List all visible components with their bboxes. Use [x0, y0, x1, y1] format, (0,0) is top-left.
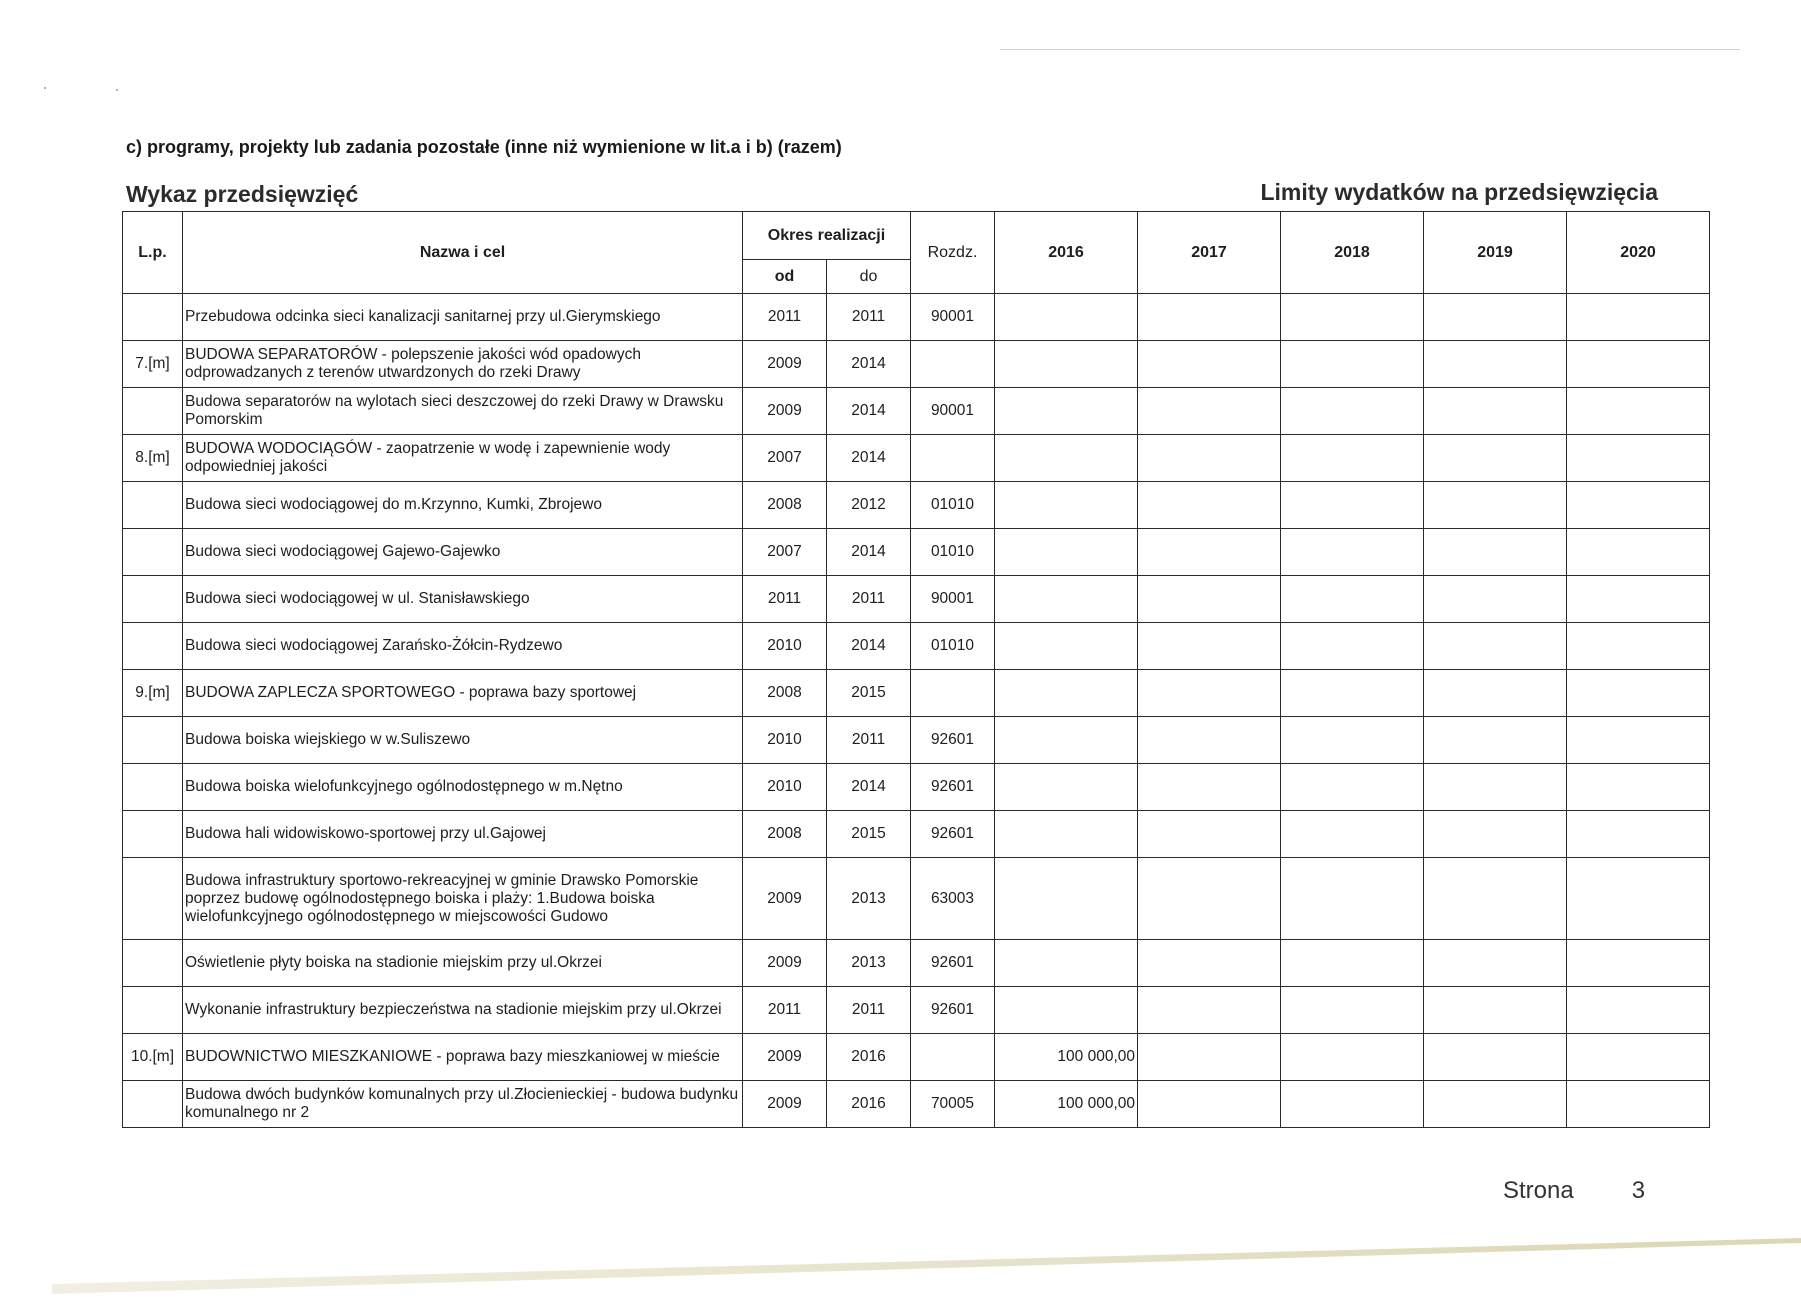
row-to: 2014	[827, 764, 911, 811]
row-name: Budowa sieci wodociągowej do m.Krzynno, Kumki, Zbrojewo	[183, 482, 743, 529]
row-2017	[1138, 341, 1281, 388]
row-rozdz	[911, 1034, 995, 1081]
row-2020	[1567, 858, 1710, 940]
row-lp: 9.[m]	[123, 670, 183, 717]
row-2017	[1138, 670, 1281, 717]
row-2017	[1138, 858, 1281, 940]
row-from: 2011	[743, 576, 827, 623]
row-2017	[1138, 764, 1281, 811]
row-2016	[995, 811, 1138, 858]
row-rozdz	[911, 435, 995, 482]
row-lp	[123, 1081, 183, 1128]
row-2017	[1138, 623, 1281, 670]
table-row	[123, 1081, 1710, 1128]
row-2016	[995, 858, 1138, 940]
row-2020	[1567, 388, 1710, 435]
row-2018	[1281, 294, 1424, 341]
row-2016: 100 000,00	[995, 1081, 1138, 1128]
row-2017	[1138, 435, 1281, 482]
row-2020	[1567, 341, 1710, 388]
row-2020	[1567, 1081, 1710, 1128]
header-lp: L.p.	[123, 212, 183, 294]
page-footer	[1503, 1177, 1645, 1205]
row-2018	[1281, 987, 1424, 1034]
row-2017	[1138, 576, 1281, 623]
row-lp	[123, 623, 183, 670]
row-name: Budowa separatorów na wylotach sieci deszczowej do rzeki Drawy w Drawsku Pomorskim	[183, 388, 743, 435]
row-2020	[1567, 576, 1710, 623]
row-2018	[1281, 670, 1424, 717]
row-to: 2011	[827, 576, 911, 623]
row-name: Wykonanie infrastruktury bezpieczeństwa na stadionie miejskim przy ul.Okrzei	[183, 987, 743, 1034]
row-lp: 10.[m]	[123, 1034, 183, 1081]
row-2018	[1281, 482, 1424, 529]
row-rozdz: 63003	[911, 858, 995, 940]
row-2019	[1424, 987, 1567, 1034]
row-2017	[1138, 294, 1281, 341]
row-lp: 8.[m]	[123, 435, 183, 482]
row-from: 2007	[743, 529, 827, 576]
table-row	[123, 623, 1710, 670]
row-2018	[1281, 1034, 1424, 1081]
row-lp	[123, 987, 183, 1034]
row-2018	[1281, 764, 1424, 811]
row-rozdz: 90001	[911, 388, 995, 435]
row-2016: 100 000,00	[995, 1034, 1138, 1081]
row-2020	[1567, 1034, 1710, 1081]
row-rozdz: 90001	[911, 294, 995, 341]
table-row	[123, 341, 1710, 388]
row-2020	[1567, 670, 1710, 717]
table-row	[123, 811, 1710, 858]
header-year: 2019	[1424, 212, 1567, 294]
row-2020	[1567, 764, 1710, 811]
limits-title: Limity wydatków na przedsięwzięcia	[1260, 179, 1658, 205]
row-2019	[1424, 529, 1567, 576]
row-2017	[1138, 388, 1281, 435]
row-to: 2015	[827, 811, 911, 858]
row-from: 2009	[743, 1034, 827, 1081]
row-2018	[1281, 435, 1424, 482]
row-2019	[1424, 717, 1567, 764]
page-number: 3	[1631, 1177, 1646, 1204]
row-2019	[1424, 623, 1567, 670]
row-lp	[123, 811, 183, 858]
row-lp	[123, 294, 183, 341]
row-2020	[1567, 529, 1710, 576]
row-2019	[1424, 940, 1567, 987]
row-to: 2011	[827, 717, 911, 764]
row-name: Budowa sieci wodociągowej Zarańsko-Żółcin-Rydzewo	[183, 623, 743, 670]
row-from: 2010	[743, 623, 827, 670]
row-rozdz: 92601	[911, 811, 995, 858]
list-title: Wykaz przedsięwzięć	[126, 181, 359, 207]
row-rozdz: 01010	[911, 623, 995, 670]
table-row	[123, 529, 1710, 576]
row-rozdz: 92601	[911, 987, 995, 1034]
row-from: 2009	[743, 388, 827, 435]
table-row	[123, 858, 1710, 940]
row-from: 2008	[743, 811, 827, 858]
row-lp	[123, 764, 183, 811]
projects-table	[122, 211, 1710, 1128]
row-2019	[1424, 858, 1567, 940]
row-to: 2012	[827, 482, 911, 529]
table-row	[123, 435, 1710, 482]
row-2019	[1424, 388, 1567, 435]
row-lp	[123, 482, 183, 529]
row-name: BUDOWA ZAPLECZA SPORTOWEGO - poprawa bazy sportowej	[183, 670, 743, 717]
row-2016	[995, 482, 1138, 529]
row-to: 2014	[827, 435, 911, 482]
row-name: Budowa hali widowiskowo-sportowej przy ul.Gajowej	[183, 811, 743, 858]
row-to: 2014	[827, 623, 911, 670]
row-2019	[1424, 435, 1567, 482]
row-name: BUDOWA SEPARATORÓW - polepszenie jakości wód opadowych odprowadzanych z terenów utwardzonych do rzeki Drawy	[183, 341, 743, 388]
header-year: 2016	[995, 212, 1138, 294]
row-2018	[1281, 811, 1424, 858]
row-2019	[1424, 1034, 1567, 1081]
row-2016	[995, 717, 1138, 764]
row-from: 2011	[743, 987, 827, 1034]
row-2020	[1567, 811, 1710, 858]
row-2017	[1138, 987, 1281, 1034]
row-2018	[1281, 940, 1424, 987]
row-from: 2009	[743, 1081, 827, 1128]
header-year: 2020	[1567, 212, 1710, 294]
table-row	[123, 764, 1710, 811]
row-name: Budowa sieci wodociągowej Gajewo-Gajewko	[183, 529, 743, 576]
row-name: BUDOWNICTWO MIESZKANIOWE - poprawa bazy mieszkaniowej w mieście	[183, 1034, 743, 1081]
row-from: 2009	[743, 858, 827, 940]
row-2020	[1567, 623, 1710, 670]
row-from: 2008	[743, 670, 827, 717]
row-2020	[1567, 482, 1710, 529]
row-name: Budowa infrastruktury sportowo-rekreacyjnej w gminie Drawsko Pomorskie poprzez budowę ogólnodostępnego boiska i plaży: 1.Budowa boiska wielofunkcyjnego ogólnodostępnego w miejscowości Gudowo	[183, 858, 743, 940]
row-from: 2007	[743, 435, 827, 482]
row-2017	[1138, 482, 1281, 529]
row-rozdz: 92601	[911, 764, 995, 811]
row-rozdz: 01010	[911, 529, 995, 576]
row-2019	[1424, 1081, 1567, 1128]
table-row	[123, 482, 1710, 529]
row-2016	[995, 341, 1138, 388]
row-2019	[1424, 482, 1567, 529]
row-lp	[123, 940, 183, 987]
row-2020	[1567, 717, 1710, 764]
row-lp	[123, 576, 183, 623]
row-from: 2009	[743, 940, 827, 987]
row-2020	[1567, 294, 1710, 341]
row-2019	[1424, 764, 1567, 811]
row-to: 2013	[827, 940, 911, 987]
row-2017	[1138, 529, 1281, 576]
row-2018	[1281, 1081, 1424, 1128]
row-2016	[995, 294, 1138, 341]
row-2019	[1424, 576, 1567, 623]
row-from: 2010	[743, 764, 827, 811]
row-rozdz: 01010	[911, 482, 995, 529]
row-2017	[1138, 811, 1281, 858]
row-rozdz	[911, 670, 995, 717]
table-row	[123, 576, 1710, 623]
row-2016	[995, 940, 1138, 987]
row-2016	[995, 388, 1138, 435]
row-name: Budowa boiska wielofunkcyjnego ogólnodostępnego w m.Nętno	[183, 764, 743, 811]
header-year: 2017	[1138, 212, 1281, 294]
row-2016	[995, 435, 1138, 482]
header-year: 2018	[1281, 212, 1424, 294]
table-row	[123, 717, 1710, 764]
scan-speck	[116, 89, 118, 91]
row-to: 2016	[827, 1034, 911, 1081]
row-lp	[123, 529, 183, 576]
table-row	[123, 987, 1710, 1034]
scan-top-line	[1000, 49, 1740, 50]
row-2016	[995, 576, 1138, 623]
row-to: 2014	[827, 341, 911, 388]
row-rozdz: 70005	[911, 1081, 995, 1128]
row-name: BUDOWA WODOCIĄGÓW - zaopatrzenie w wodę i zapewnienie wody odpowiedniej jakości	[183, 435, 743, 482]
row-2018	[1281, 717, 1424, 764]
row-2019	[1424, 294, 1567, 341]
table-row	[123, 1034, 1710, 1081]
row-rozdz	[911, 341, 995, 388]
row-2020	[1567, 940, 1710, 987]
row-2017	[1138, 1081, 1281, 1128]
row-2019	[1424, 341, 1567, 388]
header-period: Okres realizacji	[743, 212, 911, 260]
header-from: od	[743, 260, 827, 294]
row-name: Przebudowa odcinka sieci kanalizacji sanitarnej przy ul.Gierymskiego	[183, 294, 743, 341]
row-2018	[1281, 341, 1424, 388]
scan-speck	[44, 87, 46, 89]
row-to: 2013	[827, 858, 911, 940]
row-rozdz: 90001	[911, 576, 995, 623]
page-label: Strona	[1503, 1177, 1574, 1204]
row-lp: 7.[m]	[123, 341, 183, 388]
row-from: 2009	[743, 341, 827, 388]
row-to: 2016	[827, 1081, 911, 1128]
row-2019	[1424, 811, 1567, 858]
header-row	[123, 212, 1710, 260]
scan-edge-shadow	[52, 1238, 1801, 1298]
row-2016	[995, 529, 1138, 576]
table-row	[123, 670, 1710, 717]
row-to: 2011	[827, 987, 911, 1034]
table-row	[123, 294, 1710, 341]
row-2016	[995, 623, 1138, 670]
header-to: do	[827, 260, 911, 294]
row-rozdz: 92601	[911, 717, 995, 764]
row-to: 2014	[827, 388, 911, 435]
row-rozdz: 92601	[911, 940, 995, 987]
section-subtitle: c) programy, projekty lub zadania pozostałe (inne niż wymienione w lit.a i b) (razem)	[126, 137, 842, 157]
row-to: 2015	[827, 670, 911, 717]
header-rozdz: Rozdz.	[911, 212, 995, 294]
header-name: Nazwa i cel	[183, 212, 743, 294]
row-name: Budowa dwóch budynków komunalnych przy ul.Złocienieckiej - budowa budynku komunalnego nr 2	[183, 1081, 743, 1128]
row-2019	[1424, 670, 1567, 717]
row-name: Budowa boiska wiejskiego w w.Suliszewo	[183, 717, 743, 764]
row-2020	[1567, 435, 1710, 482]
row-2018	[1281, 529, 1424, 576]
row-name: Oświetlenie płyty boiska na stadionie miejskim przy ul.Okrzei	[183, 940, 743, 987]
row-name: Budowa sieci wodociągowej w ul. Stanisławskiego	[183, 576, 743, 623]
row-2018	[1281, 858, 1424, 940]
row-2017	[1138, 940, 1281, 987]
row-from: 2010	[743, 717, 827, 764]
table-row	[123, 388, 1710, 435]
row-2018	[1281, 388, 1424, 435]
row-2018	[1281, 623, 1424, 670]
row-2018	[1281, 576, 1424, 623]
row-from: 2011	[743, 294, 827, 341]
row-2016	[995, 670, 1138, 717]
row-2016	[995, 987, 1138, 1034]
row-lp	[123, 858, 183, 940]
row-lp	[123, 388, 183, 435]
row-2017	[1138, 1034, 1281, 1081]
row-2017	[1138, 717, 1281, 764]
row-to: 2014	[827, 529, 911, 576]
row-2020	[1567, 987, 1710, 1034]
row-lp	[123, 717, 183, 764]
row-from: 2008	[743, 482, 827, 529]
row-to: 2011	[827, 294, 911, 341]
table-row	[123, 940, 1710, 987]
row-2016	[995, 764, 1138, 811]
